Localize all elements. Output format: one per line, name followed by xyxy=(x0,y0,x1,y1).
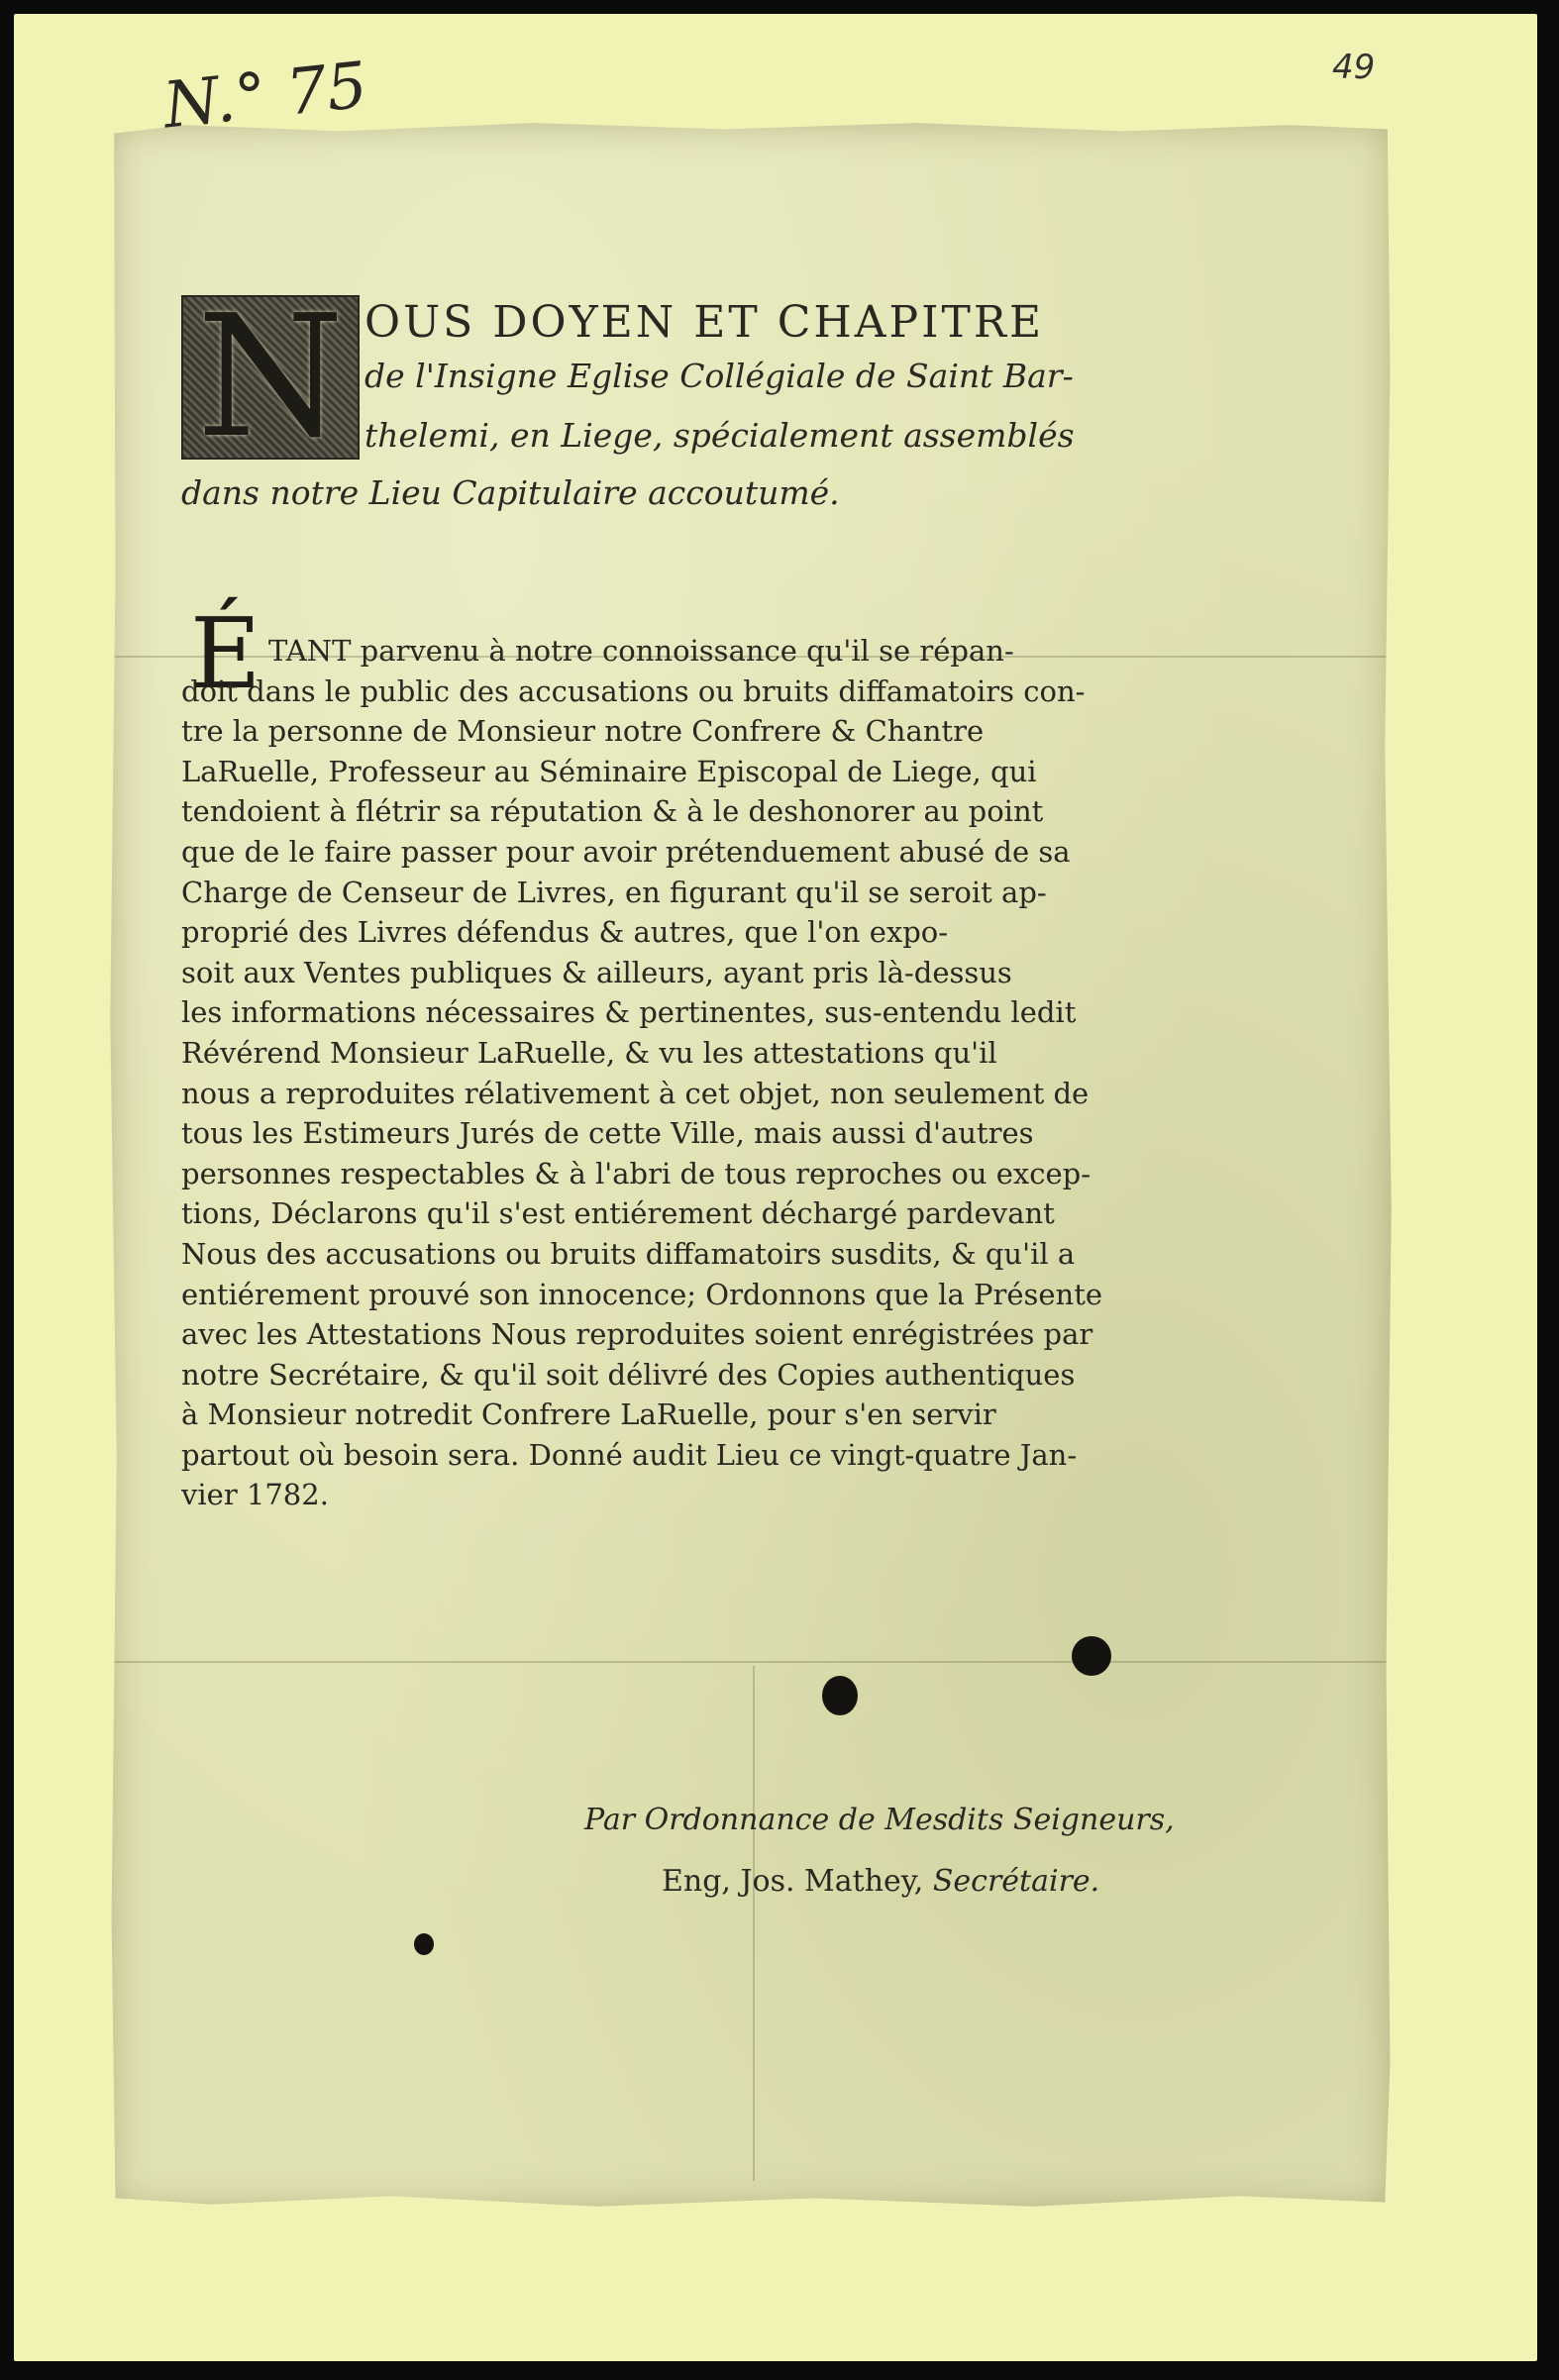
heading-line-3: thelemi, en Liege, spécialement assemblés xyxy=(364,416,1075,455)
body-line: que de le faire passer pour avoir prétenduement abusé de sa xyxy=(181,834,1071,869)
archive-folio-number: 49 xyxy=(1332,48,1376,87)
fold-line xyxy=(109,1661,1393,1663)
body-line: avec les Attestations Nous reproduites soient enrégistrées par xyxy=(181,1317,1093,1352)
handwritten-number: N.° 75 xyxy=(159,49,371,144)
body-line: proprié des Livres défendus & autres, que l'on expo- xyxy=(181,915,949,950)
body-line: à Monsieur notredit Confrere LaRuelle, pour s'en servir xyxy=(181,1397,996,1432)
body-line: soit aux Ventes publiques & ailleurs, ayant pris là-dessus xyxy=(181,955,1012,989)
heading-line-1: OUS DOYEN ET CHAPITRE xyxy=(364,297,1045,348)
body-line: tre la personne de Monsieur notre Confrere & Chantre xyxy=(181,714,985,749)
body-line: TANT parvenu à notre connoissance qu'il se répan- xyxy=(268,634,1014,668)
body-line: nous a reproduites rélativement à cet objet, non seulement de xyxy=(181,1076,1090,1110)
heading-line-4: dans notre Lieu Capitulaire accoutumé. xyxy=(181,473,840,512)
signatory-title: Secrétaire. xyxy=(932,1864,1100,1899)
signature-name-line xyxy=(662,1864,1099,1899)
body-line: personnes respectables & à l'abri de tous reproches ou excep- xyxy=(181,1156,1091,1190)
body-line: entiérement prouvé son innocence; Ordonnons que la Présente xyxy=(181,1277,1103,1311)
drop-cap: É xyxy=(190,598,261,711)
body-line: tendoient à flétrir sa réputation & à le deshonorer au point xyxy=(181,794,1044,829)
body-line: Nous des accusations ou bruits diffamatoirs susdits, & qu'il a xyxy=(181,1236,1076,1271)
signatory-name: Eng, Jos. Mathey, xyxy=(662,1864,924,1899)
body-line: Charge de Censeur de Livres, en figurant qu'il se seroit ap- xyxy=(181,875,1047,909)
body-line: tions, Déclarons qu'il s'est entiérement déchargé pardevant xyxy=(181,1196,1055,1231)
body-line: doit dans le public des accusations ou bruits diffamatoirs con- xyxy=(181,673,1086,708)
body-text xyxy=(181,631,1183,1515)
heading-line-2: de l'Insigne Eglise Collégiale de Saint Bar- xyxy=(364,357,1074,395)
body-line: LaRuelle, Professeur au Séminaire Episcopal de Liege, qui xyxy=(181,754,1037,788)
wax-seal-mark xyxy=(414,1933,434,1955)
decorated-initial xyxy=(181,279,360,475)
signature-line: Par Ordonnance de Mesdits Seigneurs, xyxy=(584,1803,1175,1837)
body-line: tous les Estimeurs Jurés de cette Ville, mais aussi d'autres xyxy=(181,1116,1034,1151)
body-line: Révérend Monsieur LaRuelle, & vu les attestations qu'il xyxy=(181,1035,997,1070)
body-line: vier 1782. xyxy=(181,1478,329,1512)
body-line: les informations nécessaires & pertinentes, sus-entendu ledit xyxy=(181,995,1077,1030)
wax-seal-mark xyxy=(822,1676,858,1715)
fold-line xyxy=(753,1666,755,2181)
wax-seal-mark xyxy=(1072,1636,1111,1676)
body-line: notre Secrétaire, & qu'il soit délivré des Copies authentiques xyxy=(181,1357,1076,1392)
initial-letter: N xyxy=(196,279,345,475)
body-line: partout où besoin sera. Donné audit Lieu ce vingt-quatre Jan- xyxy=(181,1437,1078,1472)
